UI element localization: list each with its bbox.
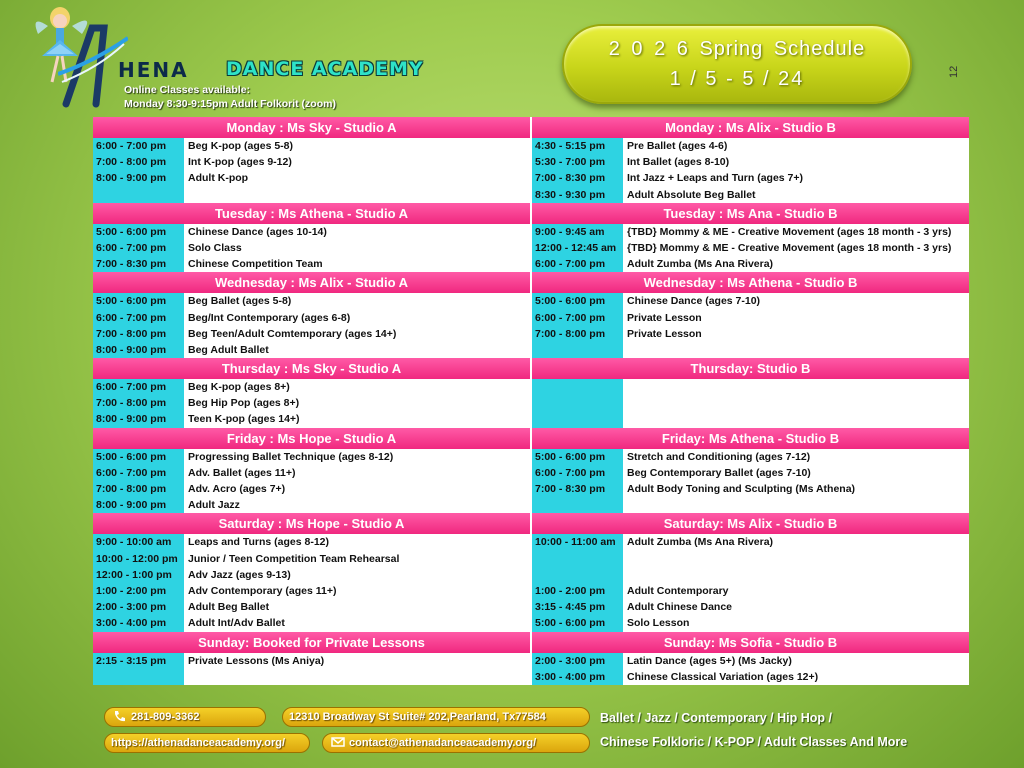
mail-icon xyxy=(331,736,345,748)
email-link[interactable]: contact@athenadanceacademy.org/ xyxy=(349,737,537,749)
class-name: Adult Chinese Dance xyxy=(627,601,733,614)
class-name: Adult Absolute Beg Ballet xyxy=(627,188,756,201)
day-body xyxy=(532,293,969,358)
class-column xyxy=(623,653,969,685)
class-name: Adult K-pop xyxy=(188,172,249,185)
schedule-row xyxy=(93,203,969,273)
class-time xyxy=(532,411,623,427)
day-header: Tuesday : Ms Athena - Studio A xyxy=(93,203,530,224)
day-block-left xyxy=(93,117,530,203)
class-time: 10:00 - 12:00 pm xyxy=(96,552,178,565)
class-time: 8:00 - 9:00 pm xyxy=(96,172,167,185)
class-time xyxy=(532,342,623,358)
time-column xyxy=(93,653,184,685)
class-time: 6:00 - 7:00 pm xyxy=(96,241,167,254)
schedule-banner xyxy=(562,24,912,104)
time-column xyxy=(93,224,184,273)
class-time: 12:00 - 1:00 pm xyxy=(96,568,172,581)
class-name: {TBD} Mommy & ME - Creative Movement (ages 18 month - 3 yrs) xyxy=(627,241,952,254)
class-name: Beg K-pop (ages 8+) xyxy=(188,381,290,394)
class-time: 8:00 - 9:00 pm xyxy=(96,499,167,512)
class-name: Solo Class xyxy=(188,241,242,254)
class-time xyxy=(93,669,184,685)
class-time: 1:00 - 2:00 pm xyxy=(96,584,167,597)
day-body xyxy=(532,379,969,428)
class-name xyxy=(184,669,530,685)
day-block-right xyxy=(532,203,969,273)
class-time: 3:15 - 4:45 pm xyxy=(535,601,606,614)
class-name: Private Lesson xyxy=(627,311,702,324)
time-column xyxy=(532,449,623,514)
day-block-right xyxy=(532,513,969,631)
day-body xyxy=(93,138,530,203)
class-name: Beg Contemporary Ballet (ages 7-10) xyxy=(627,466,811,479)
class-time: 8:00 - 9:00 pm xyxy=(96,343,167,356)
class-name: Pre Ballet (ages 4-6) xyxy=(627,140,728,152)
time-column xyxy=(532,534,623,631)
day-header: Sunday: Booked for Private Lessons xyxy=(93,632,530,653)
day-block-right xyxy=(532,358,969,428)
class-name: Adv Jazz (ages 9-13) xyxy=(188,568,291,581)
class-name: {TBD} Mommy & ME - Creative Movement (ages 18 month - 3 yrs) xyxy=(627,225,952,238)
class-time: 8:00 - 9:00 pm xyxy=(96,413,167,426)
class-name xyxy=(623,567,969,583)
day-header: Saturday : Ms Hope - Studio A xyxy=(93,513,530,534)
email-pill[interactable] xyxy=(322,733,590,753)
time-column xyxy=(93,534,184,631)
online-classes-detail: Monday 8:30-9:15pm Adult Folkorit (zoom) xyxy=(124,98,336,110)
day-body xyxy=(93,224,530,273)
page-header xyxy=(0,0,1024,118)
class-column xyxy=(184,138,530,203)
day-header: Wednesday : Ms Alix - Studio A xyxy=(93,272,530,293)
class-name: Chinese Dance (ages 7-10) xyxy=(627,295,761,308)
class-column xyxy=(184,224,530,273)
class-time: 10:00 - 11:00 am xyxy=(535,536,616,549)
day-header: Friday : Ms Hope - Studio A xyxy=(93,428,530,449)
class-name: Adv Contemporary (ages 11+) xyxy=(188,584,337,597)
website-pill[interactable] xyxy=(104,733,310,753)
day-block-right xyxy=(532,632,969,685)
day-block-right xyxy=(532,272,969,358)
day-block-left xyxy=(93,272,530,358)
class-time: 3:00 - 4:00 pm xyxy=(535,670,606,683)
day-body xyxy=(532,449,969,514)
class-name: Beg Teen/Adult Comtemporary (ages 14+) xyxy=(188,327,397,340)
address-pill[interactable] xyxy=(282,707,590,727)
class-time xyxy=(532,379,623,395)
class-name: Int K-pop (ages 9-12) xyxy=(188,156,292,169)
banner-title: 2 0 2 6 Spring Schedule xyxy=(608,38,866,60)
day-body xyxy=(93,653,530,685)
time-column xyxy=(93,138,184,203)
schedule-row xyxy=(93,513,969,631)
class-name: Adult Int/Adv Ballet xyxy=(188,617,285,630)
class-time xyxy=(532,551,623,567)
banner-dates: 1 / 5 - 5 / 24 xyxy=(669,68,805,90)
class-name: Beg Adult Ballet xyxy=(188,343,269,356)
class-time: 2:00 - 3:00 pm xyxy=(96,601,167,614)
day-body xyxy=(93,293,530,358)
class-name: Int Ballet (ages 8-10) xyxy=(627,156,730,169)
day-header: Tuesday : Ms Ana - Studio B xyxy=(532,203,969,224)
class-time: 7:00 - 8:30 pm xyxy=(535,172,606,185)
class-name: Leaps and Turns (ages 8-12) xyxy=(188,536,330,549)
class-time: 3:00 - 4:00 pm xyxy=(96,617,167,630)
day-block-left xyxy=(93,358,530,428)
day-block-right xyxy=(532,117,969,203)
schedule-row xyxy=(93,632,969,685)
class-time: 4:30 - 5:15 pm xyxy=(535,140,606,152)
class-name: Teen K-pop (ages 14+) xyxy=(188,413,300,426)
schedule-row xyxy=(93,358,969,428)
time-column xyxy=(532,138,623,203)
class-name xyxy=(184,187,530,203)
day-header: Monday : Ms Sky - Studio A xyxy=(93,117,530,138)
class-column xyxy=(623,138,969,203)
day-body xyxy=(532,653,969,685)
tagline-line-2: Chinese Folkloric / K-POP / Adult Classes And More xyxy=(600,735,908,749)
class-time: 6:00 - 7:00 pm xyxy=(96,466,167,479)
class-time: 6:00 - 7:00 pm xyxy=(535,311,606,324)
class-time: 9:00 - 10:00 am xyxy=(96,536,172,549)
class-name: Latin Dance (ages 5+) (Ms Jacky) xyxy=(627,654,792,667)
class-name: Stretch and Conditioning (ages 7-12) xyxy=(627,450,811,463)
class-name: Adult Zumba (Ms Ana Rivera) xyxy=(627,258,774,271)
day-header: Saturday: Ms Alix - Studio B xyxy=(532,513,969,534)
time-column xyxy=(532,379,623,428)
day-header: Thursday : Ms Sky - Studio A xyxy=(93,358,530,379)
class-time: 5:00 - 6:00 pm xyxy=(535,617,606,630)
schedule-row xyxy=(93,272,969,358)
class-time: 9:00 - 9:45 am xyxy=(535,225,605,238)
class-time: 7:00 - 8:30 pm xyxy=(535,483,606,495)
class-time: 5:30 - 7:00 pm xyxy=(535,156,606,169)
class-time: 6:00 - 7:00 pm xyxy=(535,466,606,479)
class-time: 7:00 - 8:00 pm xyxy=(96,483,167,495)
class-column xyxy=(623,449,969,514)
class-time xyxy=(532,395,623,411)
class-column xyxy=(184,379,530,428)
class-time: 6:00 - 7:00 pm xyxy=(96,140,167,152)
page-number: 12 xyxy=(948,65,960,78)
class-time: 5:00 - 6:00 pm xyxy=(535,450,606,463)
class-name: Solo Lesson xyxy=(627,617,690,630)
day-body xyxy=(532,138,969,203)
class-name: Private Lessons (Ms Aniya) xyxy=(188,654,325,667)
class-column xyxy=(623,224,969,273)
class-column xyxy=(184,449,530,514)
day-header: Thursday: Studio B xyxy=(532,358,969,379)
time-column xyxy=(93,293,184,358)
class-time: 12:00 - 12:45 am xyxy=(535,241,617,254)
class-time: 5:00 - 6:00 pm xyxy=(96,450,167,463)
class-column xyxy=(184,293,530,358)
class-name xyxy=(623,395,969,411)
time-column xyxy=(532,293,623,358)
class-name: Adult Beg Ballet xyxy=(188,601,270,614)
class-time: 5:00 - 6:00 pm xyxy=(535,295,606,308)
class-name: Chinese Competition Team xyxy=(188,258,323,271)
day-body xyxy=(532,224,969,273)
class-time: 7:00 - 8:00 pm xyxy=(96,156,167,169)
class-column xyxy=(623,379,969,428)
schedule-grid xyxy=(93,117,969,685)
class-name: Beg Ballet (ages 5-8) xyxy=(188,295,292,308)
day-block-right xyxy=(532,428,969,514)
class-name: Beg Hip Pop (ages 8+) xyxy=(188,397,300,410)
class-time: 6:00 - 7:00 pm xyxy=(96,311,167,324)
logo-athena-text: HENA xyxy=(118,58,189,82)
class-name: Adv. Acro (ages 7+) xyxy=(188,483,286,495)
time-column xyxy=(532,224,623,273)
class-time: 8:30 - 9:30 pm xyxy=(535,188,606,201)
class-column xyxy=(623,293,969,358)
class-time: 7:00 - 8:00 pm xyxy=(535,327,606,340)
time-column xyxy=(93,449,184,514)
day-block-left xyxy=(93,428,530,514)
class-name: Int Jazz + Leaps and Turn (ages 7+) xyxy=(627,172,804,185)
class-time: 5:00 - 6:00 pm xyxy=(96,225,167,238)
class-name xyxy=(623,497,969,513)
class-name: Chinese Classical Variation (ages 12+) xyxy=(627,670,819,683)
class-name: Beg/Int Contemporary (ages 6-8) xyxy=(188,311,351,324)
time-column xyxy=(532,653,623,685)
address-text: 12310 Broadway St Suite# 202,Pearland, Tx77584 xyxy=(289,711,546,723)
class-time: 6:00 - 7:00 pm xyxy=(96,381,167,394)
day-body xyxy=(93,534,530,631)
online-classes-label: Online Classes available: xyxy=(124,84,251,96)
tagline-line-1: Ballet / Jazz / Contemporary / Hip Hop / xyxy=(600,711,832,725)
class-time: 7:00 - 8:00 pm xyxy=(96,327,167,340)
class-time xyxy=(532,497,623,513)
page-footer xyxy=(0,703,1024,763)
class-time: 5:00 - 6:00 pm xyxy=(96,295,167,308)
day-header: Wednesday : Ms Athena - Studio B xyxy=(532,272,969,293)
day-body xyxy=(532,534,969,631)
class-column xyxy=(184,653,530,685)
class-name: Beg K-pop (ages 5-8) xyxy=(188,140,294,152)
class-name: Adult Zumba (Ms Ana Rivera) xyxy=(627,536,774,549)
schedule-row xyxy=(93,117,969,203)
day-header: Monday : Ms Alix - Studio B xyxy=(532,117,969,138)
class-name: Adult Contemporary xyxy=(627,584,729,597)
class-name xyxy=(623,379,969,395)
class-time: 2:00 - 3:00 pm xyxy=(535,654,606,667)
day-header: Friday: Ms Athena - Studio B xyxy=(532,428,969,449)
class-name xyxy=(623,411,969,427)
schedule-row xyxy=(93,428,969,514)
class-name: Progressing Ballet Technique (ages 8-12) xyxy=(188,450,394,463)
class-time: 7:00 - 8:00 pm xyxy=(96,397,167,410)
class-name: Junior / Teen Competition Team Rehearsal xyxy=(188,552,400,565)
day-block-left xyxy=(93,632,530,685)
day-body xyxy=(93,449,530,514)
website-link[interactable]: https://athenadanceacademy.org/ xyxy=(111,737,286,749)
logo-dance-academy-text: DANCE ACADEMY xyxy=(226,58,424,80)
class-time xyxy=(532,567,623,583)
class-name: Adult Jazz xyxy=(188,499,240,512)
class-column xyxy=(184,534,530,631)
phone-icon xyxy=(113,710,127,722)
time-column xyxy=(93,379,184,428)
phone-pill[interactable] xyxy=(104,707,266,727)
class-name xyxy=(623,342,969,358)
class-time: 1:00 - 2:00 pm xyxy=(535,584,606,597)
class-column xyxy=(623,534,969,631)
class-time: 6:00 - 7:00 pm xyxy=(535,258,606,271)
day-block-left xyxy=(93,203,530,273)
day-block-left xyxy=(93,513,530,631)
day-header: Sunday: Ms Sofia - Studio B xyxy=(532,632,969,653)
class-name xyxy=(623,551,969,567)
class-name: Adult Body Toning and Sculpting (Ms Athena) xyxy=(627,483,856,495)
class-name: Adv. Ballet (ages 11+) xyxy=(188,466,296,479)
phone-number: 281-809-3362 xyxy=(131,711,200,723)
class-time: 7:00 - 8:30 pm xyxy=(96,258,167,271)
day-body xyxy=(93,379,530,428)
class-time xyxy=(93,187,184,203)
class-name: Chinese Dance (ages 10-14) xyxy=(188,225,327,238)
class-name: Private Lesson xyxy=(627,327,702,340)
class-time: 2:15 - 3:15 pm xyxy=(96,654,167,667)
